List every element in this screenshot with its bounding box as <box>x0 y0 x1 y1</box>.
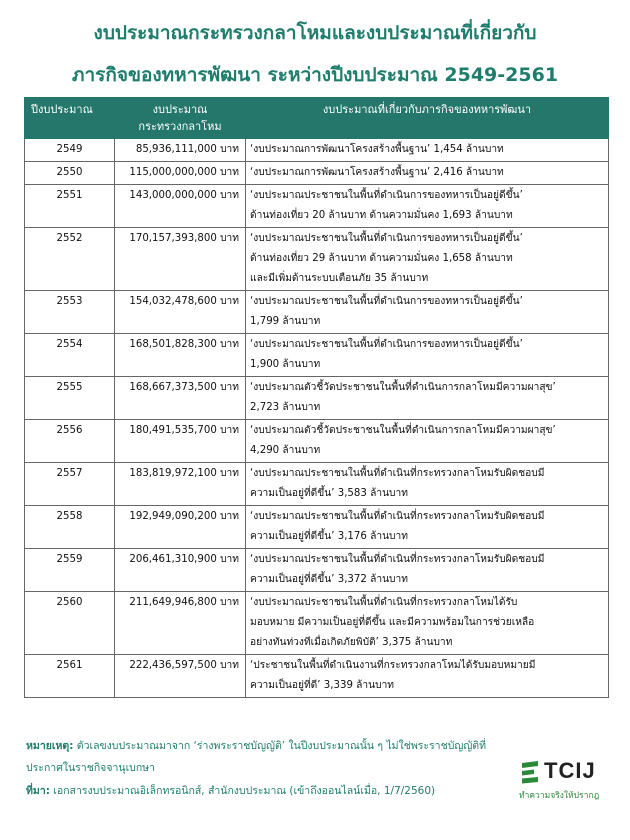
remark-label: หมายเหตุ: <box>26 740 74 752</box>
table-row <box>25 228 609 291</box>
row-related-budget <box>246 334 609 377</box>
row-year: 2550 <box>25 162 115 185</box>
row-related-budget <box>246 655 609 698</box>
row-related-budget <box>246 185 609 228</box>
table-row <box>25 506 609 549</box>
row-related-budget <box>246 592 609 655</box>
table-row <box>25 291 609 334</box>
table-row <box>25 377 609 420</box>
row-defense-budget: 170,157,393,800 บาท <box>115 228 246 291</box>
row-related-budget <box>246 162 609 185</box>
table-row <box>25 463 609 506</box>
remark-line2: ประกาศในราชกิจจานุเบกษา <box>26 762 155 774</box>
row-related-budget-line: ‘ประชาชนในพื้นที่ดำเนินงานที่กระทรวงกลาโหมได้รับมอบหมายมี <box>250 660 536 671</box>
row-related-budget-line: ความเป็นอยู่ที่ดี’ 3,339 ล้านบาท <box>250 680 395 691</box>
row-defense-budget: 180,491,535,700 บาท <box>115 420 246 463</box>
row-related-budget <box>246 420 609 463</box>
row-related-budget-line: ‘งบประมาณประชาชนในพื้นที่ดำเนินการของทหารเป็นอยู่ดีขึ้น’ <box>250 233 523 244</box>
budget-table <box>24 97 609 698</box>
row-related-budget-line: มอบหมาย มีความเป็นอยู่ที่ดีขึ้น และมีความพร้อมในการช่วยเหลือ <box>250 617 535 628</box>
row-related-budget-line: ‘งบประมาณประชาชนในพื้นที่ดำเนินที่กระทรวงกลาโหมรับผิดชอบมี <box>250 554 545 565</box>
row-related-budget <box>246 506 609 549</box>
row-defense-budget: 168,501,828,300 บาท <box>115 334 246 377</box>
table-row <box>25 655 609 698</box>
tcij-logo <box>516 757 612 805</box>
row-year: 2556 <box>25 420 115 463</box>
row-defense-budget: 154,032,478,600 บาท <box>115 291 246 334</box>
row-related-budget-line: 1,799 ล้านบาท <box>250 316 321 327</box>
header-related-budget: งบประมาณที่เกี่ยวกับภารกิจของทหารพัฒนา <box>246 98 609 139</box>
header-budget-line2: กระทรวงกลาโหม <box>138 120 222 133</box>
row-related-budget <box>246 549 609 592</box>
row-related-budget <box>246 377 609 420</box>
row-related-budget-line: ‘งบประมาณตัวชี้วัดประชาชนในพื้นที่ดำเนินการกลาโหมมีความผาสุข’ <box>250 425 556 436</box>
table-row <box>25 549 609 592</box>
page-title-line2: ภารกิจของทหารพัฒนา ระหว่างปีงบประมาณ 2549-2561 <box>71 64 559 86</box>
tcij-logo-mark-icon <box>520 759 540 785</box>
row-year: 2554 <box>25 334 115 377</box>
table-row <box>25 592 609 655</box>
row-defense-budget: 168,667,373,500 บาท <box>115 377 246 420</box>
table-header-row <box>25 98 609 139</box>
row-defense-budget: 143,000,000,000 บาท <box>115 185 246 228</box>
row-related-budget-line: ‘งบประมาณประชาชนในพื้นที่ดำเนินที่กระทรวงกลาโหมรับผิดชอบมี <box>250 511 545 522</box>
source-label: ที่มา: <box>26 785 50 797</box>
row-related-budget-line: ความเป็นอยู่ที่ดีขึ้น’ 3,372 ล้านบาท <box>250 574 408 585</box>
row-related-budget-line: ‘งบประมาณประชาชนในพื้นที่ดำเนินการของทหารเป็นอยู่ดีขึ้น’ <box>250 296 523 307</box>
source-line <box>26 782 435 799</box>
table-row <box>25 185 609 228</box>
row-related-budget-line: ‘งบประมาณการพัฒนาโครงสร้างพื้นฐาน’ 1,454 ล้านบาท <box>250 144 504 155</box>
row-related-budget-line: และมีเพิ่มด้านระบบเตือนภัย 35 ล้านบาท <box>250 273 429 284</box>
row-year: 2549 <box>25 139 115 162</box>
row-related-budget <box>246 139 609 162</box>
row-year: 2553 <box>25 291 115 334</box>
row-related-budget <box>246 291 609 334</box>
row-defense-budget: 211,649,946,800 บาท <box>115 592 246 655</box>
table-row <box>25 139 609 162</box>
row-related-budget <box>246 228 609 291</box>
row-defense-budget: 115,000,000,000 บาท <box>115 162 246 185</box>
remark-line1 <box>26 737 486 754</box>
row-related-budget <box>246 463 609 506</box>
remark-text: ตัวเลขงบประมาณมาจาก ‘ร่างพระราชบัญญัติ’ ในปีงบประมาณนั้น ๆ ไม่ใช่พระราชบัญญัติที่ <box>76 740 487 752</box>
row-year: 2559 <box>25 549 115 592</box>
row-year: 2551 <box>25 185 115 228</box>
row-related-budget-line: ‘งบประมาณการพัฒนาโครงสร้างพื้นฐาน’ 2,416 ล้านบาท <box>250 167 504 178</box>
row-year: 2561 <box>25 655 115 698</box>
row-year: 2557 <box>25 463 115 506</box>
row-defense-budget: 192,949,090,200 บาท <box>115 506 246 549</box>
row-defense-budget: 183,819,972,100 บาท <box>115 463 246 506</box>
table-row <box>25 420 609 463</box>
table-body <box>25 139 609 698</box>
logo-text: TCIJ <box>544 758 596 783</box>
row-related-budget-line: อย่างทันท่วงทีเมื่อเกิดภัยพิบัติ’ 3,375 ล้านบาท <box>250 637 453 648</box>
row-year: 2560 <box>25 592 115 655</box>
row-related-budget-line: ‘งบประมาณประชาชนในพื้นที่ดำเนินการของทหารเป็นอยู่ดีขึ้น’ <box>250 190 523 201</box>
row-year: 2552 <box>25 228 115 291</box>
row-related-budget-line: 4,290 ล้านบาท <box>250 445 321 456</box>
row-defense-budget: 206,461,310,900 บาท <box>115 549 246 592</box>
row-related-budget-line: ด้านท่องเที่ยว 20 ล้านบาท ด้านความมั่นคง 1,693 ล้านบาท <box>250 210 513 221</box>
row-defense-budget: 85,936,111,000 บาท <box>115 139 246 162</box>
row-related-budget-line: ความเป็นอยู่ที่ดีขึ้น’ 3,583 ล้านบาท <box>250 488 408 499</box>
header-defense-budget <box>115 98 246 139</box>
row-related-budget-line: ‘งบประมาณประชาชนในพื้นที่ดำเนินที่กระทรวงกลาโหมรับผิดชอบมี <box>250 468 545 479</box>
row-year: 2558 <box>25 506 115 549</box>
row-related-budget-line: ‘งบประมาณประชาชนในพื้นที่ดำเนินที่กระทรวงกลาโหมได้รับ <box>250 597 518 608</box>
logo-tagline: ทำความจริงให้ปรากฎ <box>519 791 600 801</box>
row-related-budget-line: ‘งบประมาณประชาชนในพื้นที่ดำเนินการของทหารเป็นอยู่ดีขึ้น’ <box>250 339 523 350</box>
source-text: เอกสารงบประมาณอิเล็กทรอนิกส์, สำนักงบประมาณ (เข้าถึงออนไลน์เมื่อ, 1/7/2560) <box>53 785 436 797</box>
header-year: ปีงบประมาณ <box>25 98 115 139</box>
row-related-budget-line: ด้านท่องเที่ยว 29 ล้านบาท ด้านความมั่นคง 1,658 ล้านบาท <box>250 253 513 264</box>
row-related-budget-line: ‘งบประมาณตัวชี้วัดประชาชนในพื้นที่ดำเนินการกลาโหมมีความผาสุข’ <box>250 382 556 393</box>
row-related-budget-line: 1,900 ล้านบาท <box>250 359 321 370</box>
row-related-budget-line: ความเป็นอยู่ที่ดีขึ้น’ 3,176 ล้านบาท <box>250 531 408 542</box>
header-budget-line1: งบประมาณ <box>152 103 208 116</box>
page-title-line1: งบประมาณกระทรวงกลาโหมและงบประมาณที่เกี่ยวกับ <box>93 22 537 44</box>
row-defense-budget: 222,436,597,500 บาท <box>115 655 246 698</box>
row-year: 2555 <box>25 377 115 420</box>
table-row <box>25 334 609 377</box>
table-row <box>25 162 609 185</box>
row-related-budget-line: 2,723 ล้านบาท <box>250 402 321 413</box>
